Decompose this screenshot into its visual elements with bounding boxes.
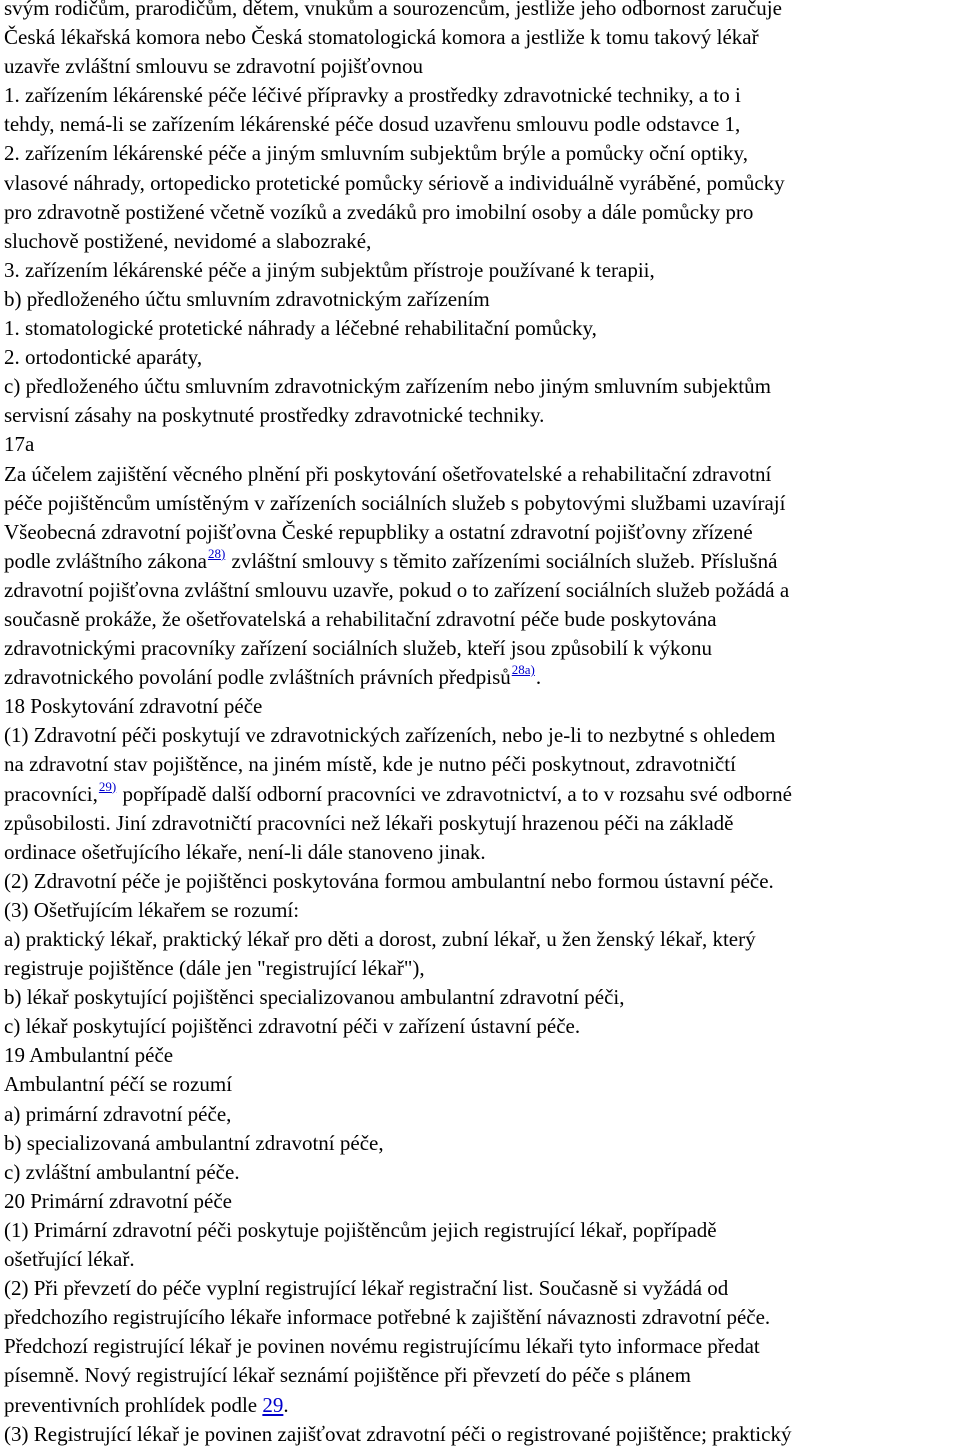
text-line bbox=[4, 692, 958, 721]
line-text: 2. ortodontické aparáty, bbox=[4, 345, 203, 370]
text-line bbox=[4, 1216, 958, 1245]
text-line bbox=[4, 518, 958, 547]
line-text: 1. zařízením lékárenské péče léčivé přípravky a prostředky zdravotnické techniky, a to i bbox=[4, 83, 741, 108]
text-line bbox=[4, 343, 958, 372]
text-line bbox=[4, 372, 958, 401]
text-line bbox=[4, 1303, 958, 1332]
text-line bbox=[4, 81, 958, 110]
footnote-reference-link[interactable]: 28a) bbox=[511, 662, 535, 678]
text-line bbox=[4, 227, 958, 256]
line-text: (2) Zdravotní péče je pojištěnci poskytována formou ambulantní nebo formou ústavní péče. bbox=[4, 868, 774, 893]
text-line bbox=[4, 430, 958, 459]
line-text: c) předloženého účtu smluvním zdravotnickým zařízením nebo jiným smluvním subjektům bbox=[4, 374, 771, 399]
line-text: pro zdravotně postižené včetně vozíků a zvedáků pro imobilní osoby a dále pomůcky pro bbox=[4, 199, 754, 224]
text-line bbox=[4, 1158, 958, 1187]
line-text: b) specializovaná ambulantní zdravotní péče, bbox=[4, 1130, 384, 1155]
text-line bbox=[4, 780, 958, 809]
line-text: servisní zásahy na poskytnuté prostředky zdravotnické techniky. bbox=[4, 403, 545, 428]
text-line bbox=[4, 954, 958, 983]
line-text: předchozího registrujícího lékaře informace potřebné k zajištění návaznosti zdravotní péče. bbox=[4, 1305, 771, 1330]
line-text: ordinace ošetřujícího lékaře, není-li dále stanoveno jinak. bbox=[4, 839, 486, 864]
text-line bbox=[4, 663, 958, 692]
document-text bbox=[4, 0, 958, 1449]
line-text: registruje pojištěnce (dále jen "registrující lékař"), bbox=[4, 956, 425, 981]
line-text: a) praktický lékař, praktický lékař pro děti a dorost, zubní lékař, u žen ženský lékař, který bbox=[4, 927, 756, 951]
line-text: (3) Ošetřujícím lékařem se rozumí: bbox=[4, 897, 300, 922]
text-line bbox=[4, 0, 958, 23]
text-line bbox=[4, 314, 958, 343]
line-text: ošetřující lékař. bbox=[4, 1247, 135, 1272]
text-line bbox=[4, 1129, 958, 1158]
text-line bbox=[4, 23, 958, 52]
text-line bbox=[4, 1332, 958, 1361]
text-line bbox=[4, 721, 958, 750]
line-text: Předchozí registrující lékař je povinen novému registrujícímu lékaři tyto informace předat bbox=[4, 1334, 760, 1359]
text-line bbox=[4, 1361, 958, 1390]
text-line bbox=[4, 1100, 958, 1129]
footnote-reference-link[interactable]: 29) bbox=[98, 778, 117, 794]
line-text: zdravotní pojišťovna zvláštní smlouvu uzavře, pokud o to zařízení sociálních služeb požádá a bbox=[4, 577, 790, 602]
text-line bbox=[4, 750, 958, 779]
text-line bbox=[4, 925, 958, 954]
text-line bbox=[4, 1012, 958, 1041]
line-text: (2) Při převzetí do péče vyplní registrující lékař registrační list. Současně si vyžádá od bbox=[4, 1276, 729, 1301]
line-text: b) lékař poskytující pojištěnci specializovanou ambulantní zdravotní péči, bbox=[4, 985, 625, 1010]
text-line bbox=[4, 489, 958, 518]
line-text: podle zvláštního zákona bbox=[4, 548, 207, 573]
text-line bbox=[4, 198, 958, 227]
line-text: c) zvláštní ambulantní péče. bbox=[4, 1159, 240, 1184]
text-line bbox=[4, 896, 958, 925]
line-text: tehdy, nemá-li se zařízením lékárenské péče dosud uzavřenu smlouvu podle odstavce 1, bbox=[4, 112, 741, 137]
text-line bbox=[4, 139, 958, 168]
line-text: uzavře zvláštní smlouvu se zdravotní pojišťovnou bbox=[4, 54, 423, 79]
line-text: svým rodičům, prarodičům, dětem, vnukům a sourozencům, jestliže jeho odbornost zaručuje bbox=[4, 0, 782, 20]
text-line bbox=[4, 1070, 958, 1099]
line-text: 2. zařízením lékárenské péče a jiným smluvním subjektům brýle a pomůcky oční optiky, bbox=[4, 141, 748, 166]
text-line bbox=[4, 169, 958, 198]
line-text: c) lékař poskytující pojištěnci zdravotní péči v zařízení ústavní péče. bbox=[4, 1014, 581, 1039]
line-text: 20 Primární zdravotní péče bbox=[4, 1188, 233, 1213]
footnote-reference-link[interactable]: 28) bbox=[207, 545, 226, 561]
line-text: (3) Registrující lékař je povinen zajišťovat zdravotní péči o registrované pojištěnce; praktický bbox=[4, 1421, 792, 1446]
line-text: Za účelem zajištění věcného plnění při poskytování ošetřovatelské a rehabilitační zdravotní bbox=[4, 461, 772, 486]
text-line bbox=[4, 634, 958, 663]
line-text: současně prokáže, že ošetřovatelská a rehabilitační zdravotní péče bude poskytována bbox=[4, 606, 717, 631]
line-text: Česká lékařská komora nebo Česká stomatologická komora a jestliže k tomu takový lékař bbox=[4, 25, 759, 50]
line-text: (1) Zdravotní péči poskytují ve zdravotnických zařízeních, nebo je-li to nezbytné s ohledem bbox=[4, 723, 776, 748]
line-text: Všeobecná zdravotní pojišťovna České repupbliky a ostatní zdravotní pojišťovny zřízené bbox=[4, 519, 753, 544]
line-text: . bbox=[283, 1392, 289, 1417]
text-line bbox=[4, 1041, 958, 1070]
line-text: a) primární zdravotní péče, bbox=[4, 1101, 232, 1126]
line-text: 19 Ambulantní péče bbox=[4, 1043, 174, 1068]
line-text: pracovníci, bbox=[4, 781, 98, 806]
text-line bbox=[4, 605, 958, 634]
line-text: popřípadě další odborní pracovníci ve zdravotnictví, a to v rozsahu své odborné bbox=[117, 781, 792, 806]
text-line bbox=[4, 867, 958, 896]
line-text: na zdravotní stav pojištěnce, na jiném místě, kde je nutno péči poskytnout, zdravotničtí bbox=[4, 752, 736, 777]
text-line bbox=[4, 285, 958, 314]
line-text: písemně. Nový registrující lékař seznámí pojištěnce při převzetí do péče s plánem bbox=[4, 1363, 691, 1388]
line-text: 1. stomatologické protetické náhrady a léčebné rehabilitační pomůcky, bbox=[4, 316, 597, 341]
line-text: b) předloženého účtu smluvním zdravotnickým zařízením bbox=[4, 286, 490, 311]
text-line bbox=[4, 256, 958, 285]
line-text: Ambulantní péčí se rozumí bbox=[4, 1072, 233, 1097]
text-line bbox=[4, 838, 958, 867]
text-line bbox=[4, 1187, 958, 1216]
text-line bbox=[4, 1420, 958, 1449]
text-line bbox=[4, 576, 958, 605]
line-text: preventivních prohlídek podle bbox=[4, 1392, 263, 1417]
text-line bbox=[4, 1391, 958, 1420]
text-line bbox=[4, 983, 958, 1012]
line-text: 17a bbox=[4, 432, 35, 457]
text-line bbox=[4, 52, 958, 81]
line-text: způsobilosti. Jiní zdravotničtí pracovníci než lékaři poskytují hrazenou péči na základě bbox=[4, 810, 734, 835]
line-text: vlasové náhrady, ortopedicko protetické pomůcky sériově a individuálně vyráběné, pomůcky bbox=[4, 170, 785, 195]
text-line bbox=[4, 1245, 958, 1274]
text-line bbox=[4, 1274, 958, 1303]
line-text: zvláštní smlouvy s těmito zařízeními sociálních služeb. Příslušná bbox=[226, 548, 778, 573]
line-text: . bbox=[535, 665, 542, 690]
line-text: 3. zařízením lékárenské péče a jiným subjektům přístroje používané k terapii, bbox=[4, 257, 655, 282]
text-line bbox=[4, 809, 958, 838]
line-text: sluchově postižené, nevidomé a slabozraké, bbox=[4, 228, 372, 253]
line-text: 18 Poskytování zdravotní péče bbox=[4, 694, 263, 719]
text-line bbox=[4, 110, 958, 139]
section-reference-link[interactable]: 29 bbox=[262, 1392, 284, 1417]
text-line bbox=[4, 401, 958, 430]
text-line bbox=[4, 460, 958, 489]
text-line bbox=[4, 547, 958, 576]
line-text: zdravotnickými pracovníky zařízení sociálních služeb, kteří jsou způsobilí k výkonu bbox=[4, 636, 712, 661]
line-text: zdravotnického povolání podle zvláštních právních předpisů bbox=[4, 665, 511, 690]
line-text: péče pojištěncům umístěným v zařízeních sociálních služeb s pobytovými službami uzavírají bbox=[4, 490, 786, 515]
line-text: (1) Primární zdravotní péči poskytuje pojištěncům jejich registrující lékař, popřípadě bbox=[4, 1217, 717, 1242]
